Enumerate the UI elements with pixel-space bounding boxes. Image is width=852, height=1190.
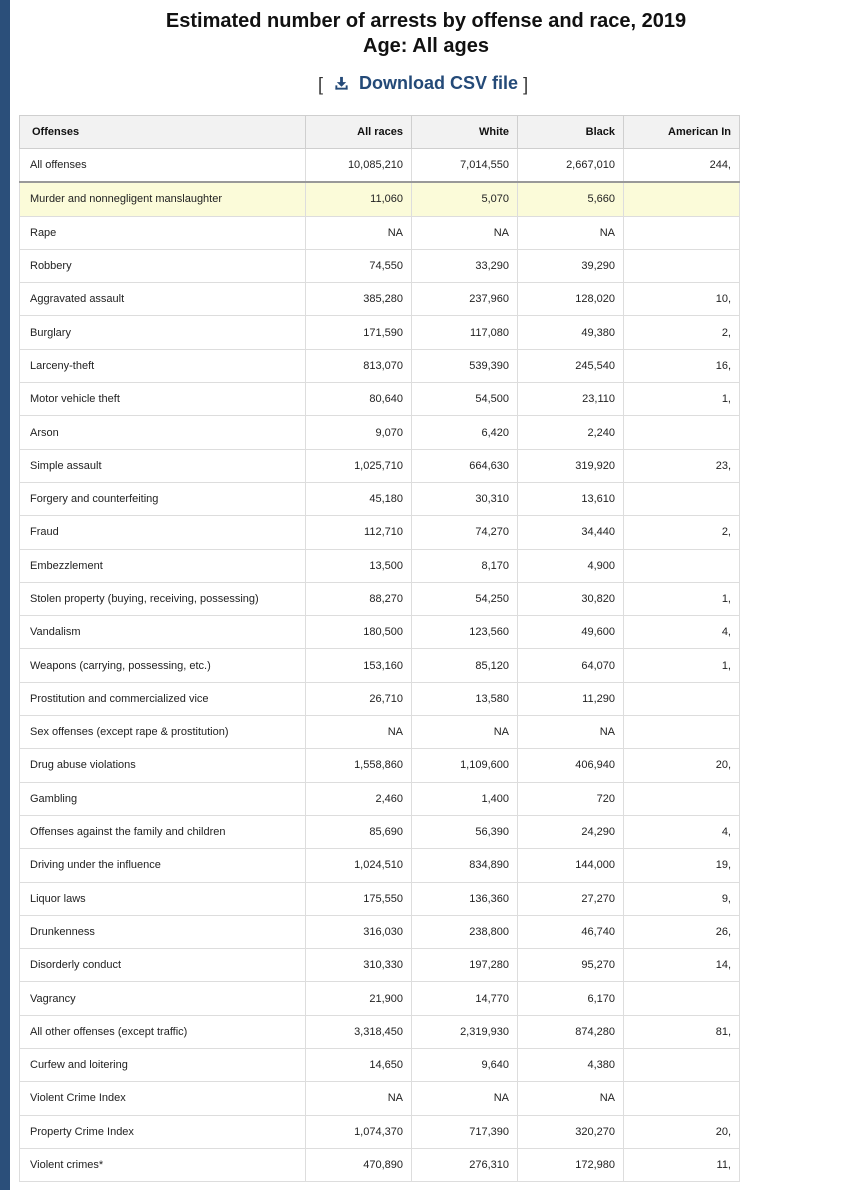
table-row	[20, 383, 740, 416]
all-races-cell: 175,550	[306, 882, 412, 915]
table-row	[20, 1148, 740, 1181]
black-cell: 13,610	[518, 482, 624, 515]
white-cell: 136,360	[412, 882, 518, 915]
american-indian-cell: 14,	[624, 949, 740, 982]
table-row	[20, 982, 740, 1015]
white-cell: 54,500	[412, 383, 518, 416]
white-cell: 7,014,550	[412, 149, 518, 183]
offense-cell: Violent Crime Index	[20, 1082, 306, 1115]
black-cell: 64,070	[518, 649, 624, 682]
offense-cell: Driving under the influence	[20, 849, 306, 882]
offense-cell: Drug abuse violations	[20, 749, 306, 782]
white-cell: 238,800	[412, 915, 518, 948]
all-races-cell: 1,074,370	[306, 1115, 412, 1148]
table-row	[20, 449, 740, 482]
offense-cell: Offenses against the family and children	[20, 815, 306, 848]
white-cell: 54,250	[412, 582, 518, 615]
all-races-cell: 171,590	[306, 316, 412, 349]
offense-cell: Stolen property (buying, receiving, possessing)	[20, 582, 306, 615]
page-subtitle: Age: All ages	[363, 35, 489, 57]
table-row	[20, 682, 740, 715]
all-races-cell: NA	[306, 716, 412, 749]
white-cell: 717,390	[412, 1115, 518, 1148]
american-indian-cell: 23,	[624, 449, 740, 482]
white-cell: 5,070	[412, 182, 518, 216]
all-races-cell: 813,070	[306, 349, 412, 382]
all-races-cell: NA	[306, 216, 412, 249]
all-races-cell: 10,085,210	[306, 149, 412, 183]
table-row	[20, 316, 740, 349]
american-indian-cell: 9,	[624, 882, 740, 915]
all-races-cell: 310,330	[306, 949, 412, 982]
american-indian-cell	[624, 682, 740, 715]
all-races-cell: 470,890	[306, 1148, 412, 1181]
offense-cell: Larceny-theft	[20, 349, 306, 382]
table-row	[20, 782, 740, 815]
american-indian-cell: 244,	[624, 149, 740, 183]
black-cell: 172,980	[518, 1148, 624, 1181]
all-races-cell: 180,500	[306, 616, 412, 649]
black-cell: 319,920	[518, 449, 624, 482]
american-indian-cell	[624, 482, 740, 515]
table-row	[20, 216, 740, 249]
white-cell: 197,280	[412, 949, 518, 982]
offense-cell: Simple assault	[20, 449, 306, 482]
offense-cell: Vagrancy	[20, 982, 306, 1015]
all-races-cell: 385,280	[306, 283, 412, 316]
all-races-cell: 85,690	[306, 815, 412, 848]
open-bracket: [	[318, 74, 324, 95]
white-cell: 85,120	[412, 649, 518, 682]
black-cell: 320,270	[518, 1115, 624, 1148]
black-cell: 27,270	[518, 882, 624, 915]
column-header-all-races[interactable]: All races	[306, 116, 412, 149]
white-cell: 2,319,930	[412, 1015, 518, 1048]
all-races-cell: 11,060	[306, 182, 412, 216]
offense-cell: Curfew and loitering	[20, 1049, 306, 1082]
white-cell: NA	[412, 716, 518, 749]
all-races-cell: 112,710	[306, 516, 412, 549]
black-cell: NA	[518, 1082, 624, 1115]
black-cell: 11,290	[518, 682, 624, 715]
all-races-cell: 26,710	[306, 682, 412, 715]
offense-cell: Disorderly conduct	[20, 949, 306, 982]
white-cell: 117,080	[412, 316, 518, 349]
table-row	[20, 649, 740, 682]
american-indian-cell	[624, 782, 740, 815]
all-races-cell: 153,160	[306, 649, 412, 682]
page-title: Estimated number of arrests by offense and race, 2019	[165, 10, 687, 32]
american-indian-cell	[624, 549, 740, 582]
american-indian-cell: 4,	[624, 815, 740, 848]
american-indian-cell	[624, 416, 740, 449]
black-cell: 24,290	[518, 815, 624, 848]
american-indian-cell	[624, 249, 740, 282]
black-cell: 6,170	[518, 982, 624, 1015]
table-body	[20, 149, 740, 1182]
table-row	[20, 1015, 740, 1048]
black-cell: 34,440	[518, 516, 624, 549]
offense-cell: All offenses	[20, 149, 306, 183]
black-cell: 4,380	[518, 1049, 624, 1082]
all-races-cell: 2,460	[306, 782, 412, 815]
american-indian-cell	[624, 1082, 740, 1115]
american-indian-cell: 1,	[624, 649, 740, 682]
close-bracket: ]	[523, 74, 529, 95]
table-row	[20, 1082, 740, 1115]
all-races-cell: 14,650	[306, 1049, 412, 1082]
all-races-cell: 316,030	[306, 915, 412, 948]
black-cell: 245,540	[518, 349, 624, 382]
table-row	[20, 582, 740, 615]
american-indian-cell: 1,	[624, 582, 740, 615]
black-cell: 144,000	[518, 849, 624, 882]
american-indian-cell: 1,	[624, 383, 740, 416]
offense-cell: Embezzlement	[20, 549, 306, 582]
table-row	[20, 549, 740, 582]
black-cell: 406,940	[518, 749, 624, 782]
all-races-cell: 80,640	[306, 383, 412, 416]
white-cell: 664,630	[412, 449, 518, 482]
american-indian-cell: 20,	[624, 1115, 740, 1148]
american-indian-cell	[624, 1049, 740, 1082]
table-row	[20, 815, 740, 848]
american-indian-cell	[624, 716, 740, 749]
offense-cell: Vandalism	[20, 616, 306, 649]
table-header-row	[20, 116, 740, 149]
black-cell: 30,820	[518, 582, 624, 615]
black-cell: 39,290	[518, 249, 624, 282]
american-indian-cell	[624, 982, 740, 1015]
all-races-cell: NA	[306, 1082, 412, 1115]
offense-cell: Murder and nonnegligent manslaughter	[20, 182, 306, 216]
black-cell: 874,280	[518, 1015, 624, 1048]
offense-cell: Prostitution and commercialized vice	[20, 682, 306, 715]
all-races-cell: 3,318,450	[306, 1015, 412, 1048]
white-cell: 1,400	[412, 782, 518, 815]
offense-cell: Motor vehicle theft	[20, 383, 306, 416]
table-row	[20, 149, 740, 183]
table-row	[20, 1115, 740, 1148]
column-header-american-indian[interactable]: American In	[624, 116, 740, 149]
american-indian-cell: 2,	[624, 516, 740, 549]
table-row	[20, 849, 740, 882]
offense-cell: Sex offenses (except rape & prostitution)	[20, 716, 306, 749]
download-icon	[334, 76, 349, 91]
table-row	[20, 182, 740, 216]
black-cell: NA	[518, 716, 624, 749]
black-cell: 128,020	[518, 283, 624, 316]
offense-cell: Robbery	[20, 249, 306, 282]
column-header-offenses[interactable]: Offenses	[20, 116, 306, 149]
american-indian-cell: 20,	[624, 749, 740, 782]
offense-cell: Fraud	[20, 516, 306, 549]
american-indian-cell	[624, 182, 740, 216]
all-races-cell: 9,070	[306, 416, 412, 449]
american-indian-cell: 19,	[624, 849, 740, 882]
table-row	[20, 516, 740, 549]
american-indian-cell: 11,	[624, 1148, 740, 1181]
all-races-cell: 1,558,860	[306, 749, 412, 782]
offense-cell: Gambling	[20, 782, 306, 815]
table-row	[20, 949, 740, 982]
offense-cell: Aggravated assault	[20, 283, 306, 316]
black-cell: NA	[518, 216, 624, 249]
offense-cell: Violent crimes*	[20, 1148, 306, 1181]
table-row	[20, 749, 740, 782]
table-row	[20, 915, 740, 948]
column-header-white[interactable]: White	[412, 116, 518, 149]
offense-cell: Weapons (carrying, possessing, etc.)	[20, 649, 306, 682]
white-cell: 8,170	[412, 549, 518, 582]
white-cell: 834,890	[412, 849, 518, 882]
left-nav-bar	[0, 0, 10, 1190]
black-cell: 2,240	[518, 416, 624, 449]
all-races-cell: 21,900	[306, 982, 412, 1015]
all-races-cell: 13,500	[306, 549, 412, 582]
all-races-cell: 88,270	[306, 582, 412, 615]
arrests-table-container[interactable]	[19, 115, 731, 1190]
black-cell: 49,600	[518, 616, 624, 649]
download-csv-link[interactable]	[328, 70, 518, 96]
table-row	[20, 882, 740, 915]
offense-cell: Arson	[20, 416, 306, 449]
download-link-group	[318, 70, 528, 96]
black-cell: 46,740	[518, 915, 624, 948]
offense-cell: All other offenses (except traffic)	[20, 1015, 306, 1048]
table-row	[20, 616, 740, 649]
black-cell: 4,900	[518, 549, 624, 582]
white-cell: 33,290	[412, 249, 518, 282]
table-row	[20, 283, 740, 316]
black-cell: 95,270	[518, 949, 624, 982]
offense-cell: Forgery and counterfeiting	[20, 482, 306, 515]
offense-cell: Liquor laws	[20, 882, 306, 915]
american-indian-cell: 81,	[624, 1015, 740, 1048]
black-cell: 49,380	[518, 316, 624, 349]
white-cell: 1,109,600	[412, 749, 518, 782]
white-cell: 123,560	[412, 616, 518, 649]
white-cell: 276,310	[412, 1148, 518, 1181]
table-row	[20, 1049, 740, 1082]
black-cell: 720	[518, 782, 624, 815]
white-cell: 14,770	[412, 982, 518, 1015]
black-cell: 2,667,010	[518, 149, 624, 183]
white-cell: NA	[412, 216, 518, 249]
american-indian-cell: 26,	[624, 915, 740, 948]
all-races-cell: 1,025,710	[306, 449, 412, 482]
white-cell: 9,640	[412, 1049, 518, 1082]
table-row	[20, 482, 740, 515]
american-indian-cell: 2,	[624, 316, 740, 349]
offense-cell: Burglary	[20, 316, 306, 349]
table-row	[20, 349, 740, 382]
download-csv-label: Download CSV file	[359, 73, 519, 93]
offense-cell: Rape	[20, 216, 306, 249]
arrests-table	[19, 115, 740, 1182]
american-indian-cell	[624, 216, 740, 249]
white-cell: 539,390	[412, 349, 518, 382]
white-cell: 6,420	[412, 416, 518, 449]
offense-cell: Property Crime Index	[20, 1115, 306, 1148]
white-cell: 56,390	[412, 815, 518, 848]
american-indian-cell: 10,	[624, 283, 740, 316]
white-cell: 237,960	[412, 283, 518, 316]
column-header-black[interactable]: Black	[518, 116, 624, 149]
black-cell: 5,660	[518, 182, 624, 216]
american-indian-cell: 4,	[624, 616, 740, 649]
black-cell: 23,110	[518, 383, 624, 416]
table-row	[20, 416, 740, 449]
offense-cell: Drunkenness	[20, 915, 306, 948]
table-row	[20, 716, 740, 749]
all-races-cell: 45,180	[306, 482, 412, 515]
white-cell: 30,310	[412, 482, 518, 515]
white-cell: 13,580	[412, 682, 518, 715]
table-row	[20, 249, 740, 282]
white-cell: 74,270	[412, 516, 518, 549]
american-indian-cell: 16,	[624, 349, 740, 382]
white-cell: NA	[412, 1082, 518, 1115]
all-races-cell: 74,550	[306, 249, 412, 282]
all-races-cell: 1,024,510	[306, 849, 412, 882]
